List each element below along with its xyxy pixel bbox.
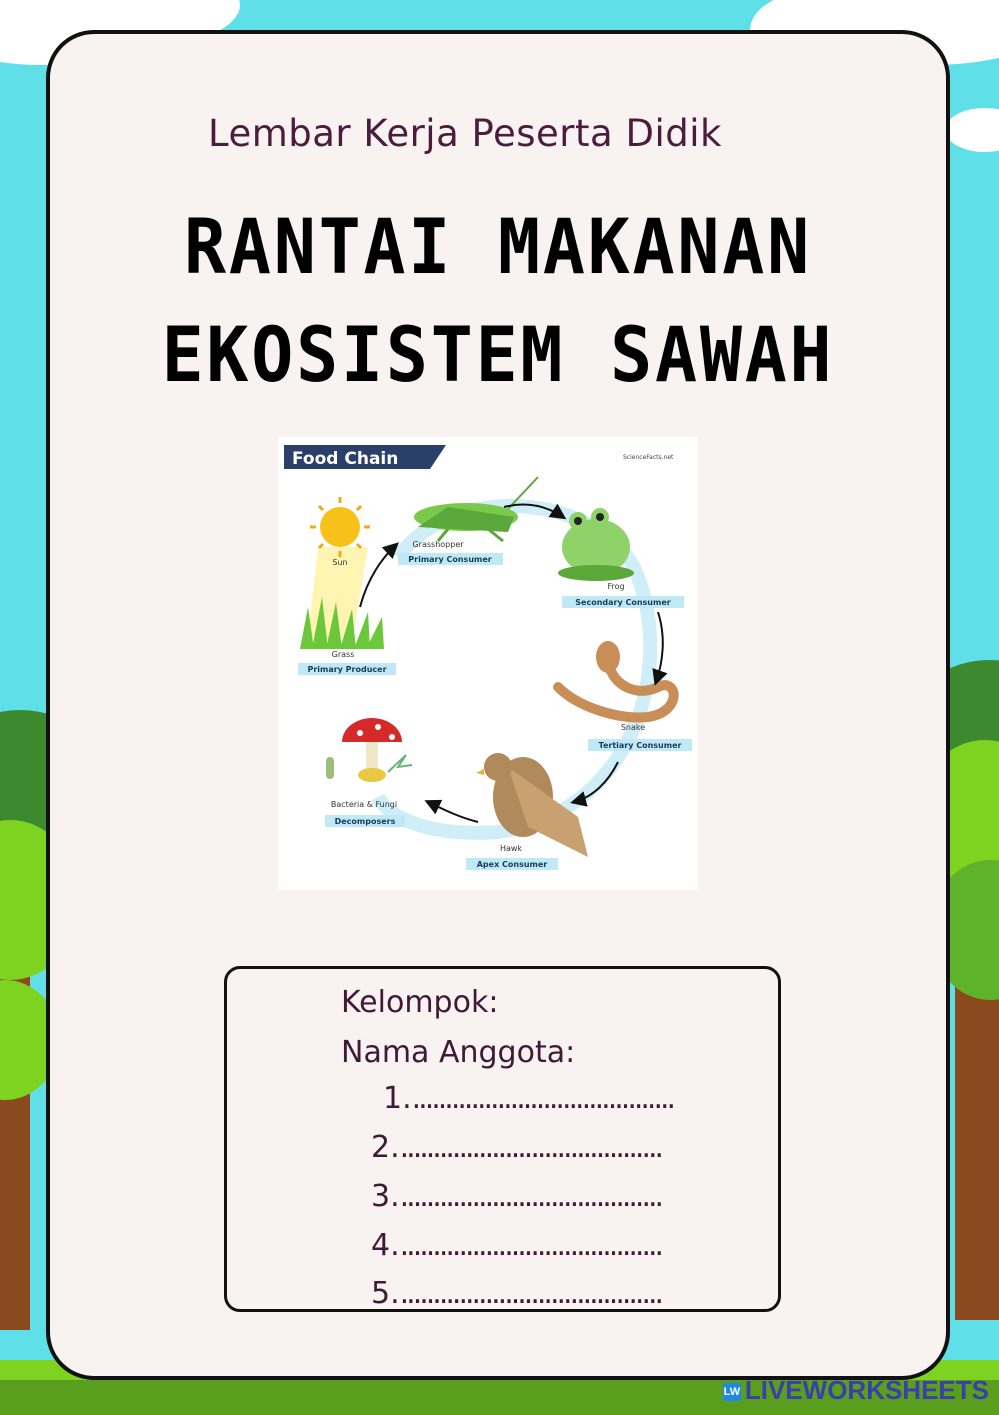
group-label: Kelompok: [341,985,499,1020]
liveworksheets-text: LIVEWORKSHEETS [744,1375,989,1405]
liveworksheets-logo[interactable] [723,1375,989,1406]
member-entry-5[interactable]: 5......................................... [371,1276,662,1311]
worksheet-title-line2: EKOSISTEM SAWAH [161,310,835,399]
cloud-small-right [945,108,999,152]
mushroom-icon [326,718,412,782]
sun-label: Sun [332,558,348,567]
diagram-brand: ScienceFacts.net [623,454,674,461]
snake-label: Snake [620,723,646,732]
worksheet-title-line1: RANTAI MAKANAN [184,202,812,291]
snake-role: Tertiary Consumer [598,741,682,750]
hawk-role: Apex Consumer [476,860,548,869]
diagram-heading: Food Chain [292,449,399,469]
worksheet-subtitle: Lembar Kerja Peserta Didik [208,112,722,155]
grass-role: Primary Producer [307,665,387,674]
member-entry-4[interactable]: 4......................................... [371,1228,662,1263]
frog-label: Frog [607,582,625,591]
grasshopper-role: Primary Consumer [408,555,492,564]
arrow-hawk-decomposers [428,802,478,822]
liveworksheets-badge-icon: LW [723,1383,741,1401]
frog-icon [558,508,634,581]
hawk-label: Hawk [499,844,523,853]
grasshopper-label: Grasshopper [412,540,464,549]
member-entry-1[interactable]: 1......................................... [383,1081,674,1116]
member-entry-2[interactable]: 2......................................... [371,1130,662,1165]
members-label: Nama Anggota: [341,1035,576,1070]
sun-icon [308,497,370,637]
decomposer-role: Decomposers [334,817,396,826]
decomposer-label: Bacteria & Fungi [330,800,398,809]
frog-role: Secondary Consumer [575,598,671,607]
grass-label: Grass [331,650,355,659]
member-entry-3[interactable]: 3......................................... [371,1179,662,1214]
food-chain-diagram [278,437,698,890]
group-info-box [224,966,781,1312]
worksheet-card [46,30,950,1380]
